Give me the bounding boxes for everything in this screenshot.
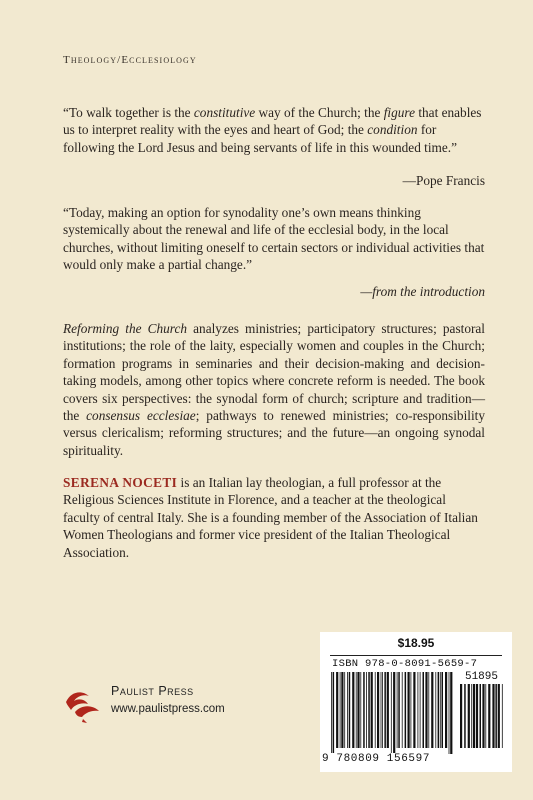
author-name: SERENA NOCETI	[63, 475, 178, 490]
barcode-bar	[440, 672, 441, 748]
barcode-bar	[344, 672, 345, 748]
publisher-block	[62, 680, 302, 730]
barcode-bar	[357, 672, 359, 748]
barcode-bar	[387, 672, 389, 748]
quote-emphasis: figure	[383, 105, 415, 120]
barcode-bar	[391, 672, 392, 754]
ean-barcode	[330, 672, 453, 754]
barcode-bar	[460, 684, 462, 748]
publisher-name: Paulist Press	[111, 684, 194, 698]
barcode-bar	[397, 672, 398, 748]
introduction-quote: “Today, making an option for synodality one’s own means thinking systemically about the renewal and life of the ecclesial body, in the local churches, without limiting oneself to certain sectors or individual activities that would only make a partial change.”	[63, 205, 485, 273]
barcode-bar	[349, 672, 351, 748]
barcode-bar	[450, 672, 452, 754]
quote-attribution: —from the introduction	[360, 284, 485, 299]
quote-text: for following the Lord Jesus and being servants of life in this wounded time.”	[63, 122, 458, 155]
barcode-bar	[488, 684, 490, 748]
barcode-box	[320, 632, 512, 772]
pope-francis-quote	[63, 104, 485, 156]
barcode-bar	[418, 672, 419, 748]
barcode-bar	[352, 672, 354, 748]
barcode-bar	[423, 672, 425, 748]
barcode-bar	[492, 684, 494, 748]
barcode-bar	[402, 672, 403, 748]
barcode-bar	[442, 672, 444, 748]
quote-text: way of the Church; the	[255, 105, 384, 120]
quote-emphasis: constitutive	[193, 105, 256, 120]
quote-text: “To walk together is the	[63, 105, 194, 120]
barcode-bar	[375, 672, 376, 748]
price-label: $18.95	[397, 636, 435, 650]
summary-text: ; pathways to renewed ministries; co-responsibility versus clericalism; reforming structures; and the future—an ongoing synodal spirituality.	[63, 408, 485, 458]
barcode-bar	[336, 672, 338, 748]
addon-barcode	[459, 684, 504, 754]
barcode-bar	[482, 684, 484, 748]
summary-text: analyzes ministries; participatory structures; pastoral institutions; the role of the laity, especially women and couples in the Church; formation programs in seminaries and their decision-making and decision-taking models, among other topics where concrete reform is needed. The book covers six perspectives: the synodal form of church; scripture and tradition—the	[63, 321, 485, 424]
barcode-bar	[480, 684, 482, 748]
barcode-bar	[468, 684, 470, 748]
barcode-bar	[425, 672, 427, 748]
barcode-bar	[341, 672, 343, 748]
barcode-bar	[445, 672, 447, 748]
publisher-url: www.paulistpress.com	[111, 703, 225, 715]
barcode-bar	[485, 684, 486, 748]
barcode-bar	[360, 672, 361, 748]
barcode-bar	[340, 672, 341, 748]
summary-emphasis: consensus ecclesiae	[86, 408, 196, 424]
barcode-bar	[384, 672, 386, 748]
price-addon-number: 51895	[464, 671, 498, 683]
barcode-bar	[363, 672, 365, 748]
barcode-bar	[382, 672, 383, 748]
quote-attribution: —Pope Francis	[402, 173, 485, 188]
category-label: Theology/Ecclesiology	[63, 54, 197, 66]
barcode-bar	[473, 684, 475, 748]
barcode-bar	[333, 672, 335, 754]
barcode-bar	[498, 684, 500, 748]
barcode-bar	[495, 684, 497, 748]
barcode-bar	[428, 672, 429, 748]
barcode-bar	[471, 684, 472, 748]
barcode-bar	[411, 672, 412, 748]
barcode-bar	[366, 672, 367, 748]
book-summary	[63, 320, 485, 459]
barcode-bar	[371, 672, 373, 748]
barcode-bar	[476, 684, 478, 748]
barcode-bar	[356, 672, 357, 748]
barcode-bar	[408, 672, 410, 748]
barcode-bar	[431, 672, 433, 748]
barcode-bar	[368, 672, 370, 748]
author-bio	[63, 474, 485, 561]
barcode-bar	[347, 672, 348, 748]
barcode-bar	[464, 684, 466, 748]
paulist-press-logo-icon	[62, 682, 102, 726]
barcode-bar	[398, 672, 400, 748]
ean-number: 9 780809 156597	[322, 753, 431, 765]
barcode-bar	[381, 672, 382, 748]
quote-text: that enables us to interpret reality with the eyes and heart of God; the	[63, 105, 482, 138]
isbn-label: ISBN 978-0-8091-5659-7	[332, 658, 478, 670]
barcode-bar	[413, 672, 415, 748]
barcode-bar	[377, 672, 379, 748]
barcode-bar	[420, 672, 421, 748]
book-title: Reforming the Church	[63, 321, 188, 336]
bio-text: is an Italian lay theologian, a full professor at the Religious Sciences Institute in Florence, and a teacher at the theological faculty of central Italy. She is a founding member of the Association of Italian Women Theologians and former vice president of the Italian Theological Association.	[63, 475, 478, 560]
price-divider	[330, 655, 502, 656]
barcode-bar	[331, 672, 332, 754]
quote-emphasis: condition	[367, 122, 418, 138]
barcode-bar	[449, 672, 450, 754]
barcode-bar	[502, 684, 503, 748]
barcode-bar	[393, 672, 395, 754]
barcode-bar	[435, 672, 436, 748]
barcode-bar	[405, 672, 407, 748]
barcode-bar	[438, 672, 440, 748]
